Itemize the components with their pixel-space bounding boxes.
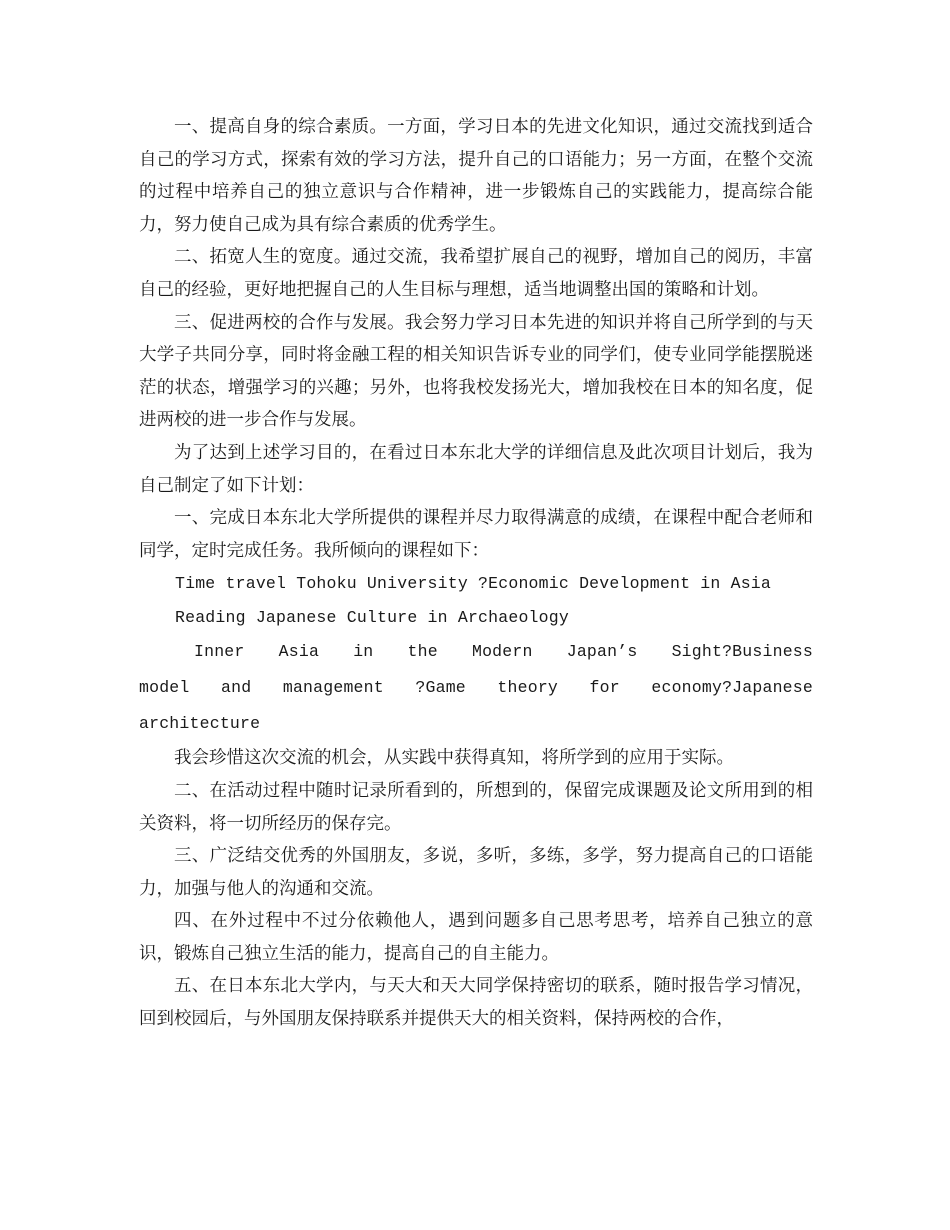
paragraph-goal-2: 二、拓宽人生的宽度。通过交流，我希望扩展自己的视野，增加自己的阅历，丰富自己的经验，更好地把握自己的人生目标与理想，适当地调整出国的策略和计划。 bbox=[139, 247, 813, 300]
course-line-2: Reading Japanese Culture in Archaeology bbox=[175, 607, 569, 627]
paragraph-goal-1: 一、提高自身的综合素质。一方面，学习日本的先进文化知识，通过交流找到适合自己的学习方式，探索有效的学习方法，提升自己的口语能力；另一方面，在整个交流的过程中培养自己的独立意识与合作精神，进一步锻炼自己的实践能力，提高综合能力，努力使自己成为具有综合素质的优秀学生。 bbox=[139, 117, 813, 235]
paragraph-plan-1: 一、完成日本东北大学所提供的课程并尽力取得满意的成绩，在课程中配合老师和同学，定时完成任务。我所倾向的课程如下： bbox=[139, 508, 813, 561]
paragraph-plan-2: 二、在活动过程中随时记录所看到的，所想到的，保留完成课题及论文所用到的相关资料，将一切所经历的保存完。 bbox=[139, 780, 813, 834]
paragraph-plan-3: 三、广泛结交优秀的外国朋友，多说，多听，多练，多学，努力提高自己的口语能力，加强与他人的沟通和交流。 bbox=[139, 846, 813, 899]
course-line-3: Inner Asia in the Modern Japan’s Sight?Business model and management ?Game theory for economy?Japanese architecture bbox=[139, 642, 813, 734]
paragraph-plan-1-note: 我会珍惜这次交流的机会，从实践中获得真知，将所学到的应用于实际。 bbox=[174, 748, 734, 769]
paragraph-goal-3: 三、促进两校的合作与发展。我会努力学习日本先进的知识并将自己所学到的与天大学子共同分享，同时将金融工程的相关知识告诉专业的同学们，使专业同学能摆脱迷茫的状态，增强学习的兴趣；另外，也将我校发扬光大，增加我校在日本的知名度，促进两校的进一步合作与发展。 bbox=[139, 312, 813, 431]
paragraph-plan-4: 四、在外过程中不过分依赖他人，遇到问题多自己思考思考，培养自己独立的意识，锻炼自己独立生活的能力，提高自己的自主能力。 bbox=[139, 911, 813, 964]
paragraph-plan-5: 五、在日本东北大学内，与天大和天大同学保持密切的联系，随时报告学习情况，回到校园后，与外国朋友保持联系并提供天大的相关资料，保持两校的合作， bbox=[139, 976, 813, 1030]
paragraph-plan-intro: 为了达到上述学习目的，在看过日本东北大学的详细信息及此次项目计划后，我为自己制定了如下计划： bbox=[139, 442, 813, 496]
document-body bbox=[139, 111, 813, 1036]
course-line-1: Time travel Tohoku University ?Economic Development in Asia bbox=[175, 574, 771, 594]
